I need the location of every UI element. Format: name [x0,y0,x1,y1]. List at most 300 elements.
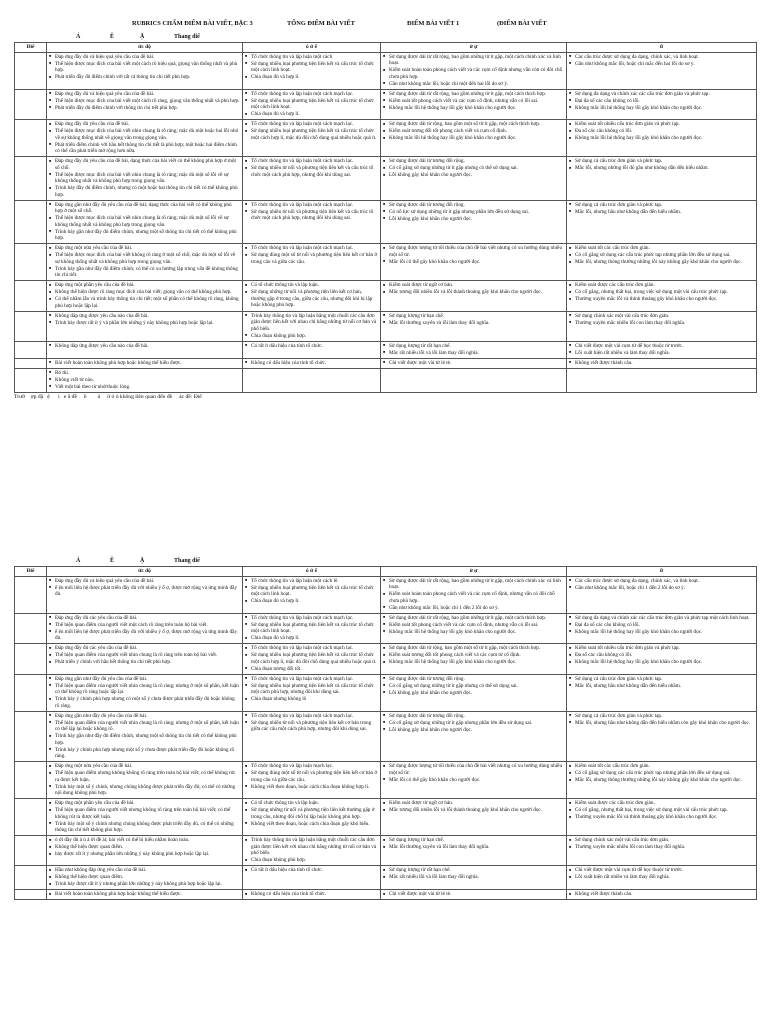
criterion-item: ■ Sử dụng được dải từ rất rộng, bao gồm những từ ít gặp, một cách thích hợp. [383,615,564,622]
organization-criteria-cell [243,120,381,157]
grammar-criteria-cell [567,711,757,762]
criterion-item: ■ Đáp ứng một nửa yêu cầu của đề bài. [49,763,240,770]
criterion-item: ■ Gần như không mắc lỗi, hoặc chỉ 1 đến 2 lỗi do sơ ý. [569,585,754,592]
criterion-item: ■ Sử dụng được dải từ tương đối rộng. [383,158,564,165]
criterion-item: ■ Lỗi không gây khó khăn cho người đọc. [383,172,564,179]
organization-criteria-cell [243,358,381,368]
score-cell [15,762,47,799]
criterion-item: ■ Kiểm soát tốt phong cách viết và các cụm cố định, nhưng vẫn có lỗi sai. [383,622,564,629]
criterion-item: ■ Phát triển đầy đủ điểm chính với thông tin chi tiết phù hợp. [49,105,240,112]
criterion-item: ■ Chỉ viết được một vài cụm từ dễ học thuộc từ trước. [569,343,754,350]
rubric-page-2 [14,558,756,900]
criterion-item: ■ Mắc lỗi thường xuyên và lỗi làm thay đổi nghĩa. [383,844,564,851]
criterion-item: ■ Thể hiện quan điểm của người viết nhìn chung là rõ ràng; nhưng ở một số phần, kết luận có thể không rõ ràng hoặc lặp lại. [49,683,240,696]
criterion-item: ■ Kiểm soát tương đối tốt phong cách viết và cụm cố định. [383,128,564,135]
column-header-vocabulary: ừ ự [381,567,567,577]
criterion-item: ■ Sử dụng đúng một số từ nối và phương tiện liên kết cơ bản ở trong câu và giữa các câu. [245,252,378,265]
criterion-item: ■ Chia đoạn đủ và hợp lí. [245,598,378,605]
vocabulary-criteria-cell [381,311,567,341]
grammar-criteria-cell [567,311,757,341]
score-cell [15,89,47,120]
rubric-table-2 [14,566,757,900]
criterion-item: ■ Có cố gắng sử dụng các cấu trúc phức tạp nhưng phần lớn đều sử dụng sai. [569,770,754,777]
criterion-item: ■ Đáp ứng một nửa yêu cầu của đề bài. [49,245,240,252]
task-criteria-cell [47,799,243,836]
criterion-item: ■ Kiểm soát được các cấu trúc đơn giản. [569,800,754,807]
organization-criteria-cell [243,89,381,120]
task-criteria-cell [47,157,243,201]
task-criteria-cell [47,311,243,341]
score-cell [15,200,47,244]
criterion-item: ■ Sử dụng cả cấu trúc đơn giản và phức tạp. [569,713,754,720]
criterion-item: ■ ó ới đầy đủ ả ủ ả ời đề ài; bài viết có thể bị hiểu nhầm hoàn toàn. [49,837,240,844]
score-cell [15,368,47,392]
organization-criteria-cell [243,576,381,613]
criterion-item: ■ Sử dụng được dải từ rộng, bao gồm một số từ ít gặp, một cách thích hợp. [383,645,564,652]
vocabulary-criteria-cell [381,281,567,312]
criterion-item: ■ Sử dụng được dải từ rất rộng, bao gồm những từ ít gặp, một cách chính xác và linh hoạt. [383,578,564,591]
criterion-item: ■ Không thể hiện được rõ ràng mục đích của bài viết; giọng văn có thể không phù hợp. [49,289,240,296]
criterion-item: ■ Kiểm soát tương đối tốt phong cách viết và các cụm từ cố định. [383,652,564,659]
column-header-organization: ô ứ ế [243,567,381,577]
criterion-item: ■ Sử dụng đa dạng và chính xác các cấu trúc đơn giản và phức tạp một cách linh hoạt. [569,615,754,622]
scale-header-char: Ặ [140,34,145,40]
rubric-row [15,711,757,762]
vocabulary-criteria-cell [381,836,567,866]
rubric-row [15,89,757,120]
criterion-item: ■ Đáp ứng gần như đầy đủ yêu cầu của đề bài. [49,676,240,683]
scale-header-char: Á [76,558,81,564]
criterion-item: ■ Sử dụng được dải từ rất rộng, bao gồm những từ ít gặp, một cách chính xác và linh hoạt. [383,54,564,67]
criterion-item: ■ Thể hiện quan điểm của người viết nhưng không rõ ràng trên toàn bộ bài viết; có thể không rút ra được kết luận. [49,807,240,820]
criterion-item: ■ Có cố gắng sử dụng những từ ít gặp nhưng phần lớn đều sử dụng sai. [383,720,564,727]
score-cell [15,341,47,358]
scale-header-char: Ê [110,34,115,40]
rubric-row [15,341,757,358]
organization-criteria-cell [243,644,381,675]
criterion-item: ■ Thể hiện được mục đích của bài viết nhìn chung là rõ ràng; mặc dù một số lỗi về sự không thống nhất và không phù hợp trong giọng văn. [49,172,240,185]
score-cell [15,644,47,675]
criterion-item: ■ Đại đa số các câu không có lỗi. [569,98,754,105]
criterion-item: ■ Tổ chức thông tin và lập luận một cách lô [245,578,378,585]
organization-criteria-cell [243,674,381,711]
organization-criteria-cell [243,368,381,392]
organization-criteria-cell [243,613,381,644]
criterion-item: ■ Đa số các câu không có lỗi. [569,128,754,135]
score-cell [15,244,47,281]
criterion-item: ■ Lỗi xuất hiện rất nhiều và làm thay đổi nghĩa. [569,874,754,881]
criterion-item: ■ Chia đoạn không phù hợp. [245,857,378,864]
criterion-item: ■ Thể hiện quan điểm của người viết nhìn chung là rõ ràng; nhưng ở một số phần, kết luận có thể lặp lại hoặc không rõ. [49,720,240,733]
column-header-grammar: ữ [567,43,757,53]
criterion-item: ■ ể ện mối liên hệ được phát triển đầy đủ với nhiều ý ổ ợ, được mở rộng và ứng minh đầy đủ. [49,585,240,598]
rubric-row [15,311,757,341]
criterion-item: ■ Không viết theo đoạn, hoặc cách chia đoạn gây khó hiểu. [245,821,378,828]
criterion-item: ■ Đáp ứng đầy đủ yêu cầu của đề bài. [49,121,240,128]
rubric-row [15,157,757,201]
criterion-item: ■ Đáp ứng gần như đầy đủ yêu cầu của đề bài. [49,713,240,720]
title-part-4: (ĐIỂM BÀI VIẾT [497,20,547,27]
criterion-item: ■ Tổ chức thông tin và lập luận mạch lạc. [245,763,378,770]
criterion-item: ■ Thường xuyên mắc lỗi và thỉnh thoảng gây khó khăn cho người đọc. [569,296,754,303]
vocabulary-criteria-cell [381,244,567,281]
grammar-criteria-cell [567,200,757,244]
score-cell [15,799,47,836]
criterion-item: ■ Thể hiện được mục đích của bài viết nhìn chung là rõ ràng; mặc dù một hoặc hai lỗi nhỏ về sự không thống nhất về giọng văn trong giọng văn. [49,128,240,141]
rubric-table-1 [14,42,757,393]
criterion-item: ■ Sử dụng chính xác một vài cấu trúc đơn giản. [569,837,754,844]
criterion-item: ■ Gần như không mắc lỗi, hoặc chỉ một đến hai lỗi do sơ ý. [383,81,564,88]
criterion-item: ■ Không mắc lỗi hệ thống hay lỗi gây khó khăn cho người đọc. [383,659,564,666]
criterion-item: ■ Kiểm soát tốt các cấu trúc đơn giản. [569,763,754,770]
criterion-item: ■ Tổ chức thông tin và lập luận một cách mạch lạc. [245,615,378,622]
rubric-row [15,613,757,644]
criterion-item: ■ Không thể hiện được quan điểm. [49,844,240,851]
criterion-item: ■ Sử dụng những từ nối và phương tiện liên kết thường gặp ở trong câu, nhưng đôi chỗ bị lặp hoặc không phù hợp. [245,807,378,820]
criterion-item: ■ Đáp ứng đầy đủ các yêu cầu của đề bài. [49,645,240,652]
criterion-item: ■ Chia đoạn không phù hợp. [245,333,378,340]
criterion-item: ■ Sử dụng được lượng từ tối thiểu của chủ đề bài viết nhưng có xu hướng dùng nhiều một số từ. [383,245,564,258]
task-criteria-cell [47,368,243,392]
vocabulary-criteria-cell [381,644,567,675]
organization-criteria-cell [243,281,381,312]
criterion-item: ■ Các cấu trúc được sử dụng đa dạng, chính xác, và linh hoạt. [569,578,754,585]
vocabulary-criteria-cell [381,341,567,358]
rubric-row [15,52,757,89]
criterion-item: ■ Sử dụng lượng từ rất hạn chế. [383,867,564,874]
rubric-row [15,200,757,244]
organization-criteria-cell [243,311,381,341]
criterion-item: ■ Có thể nhầm lẫn và trình bày thông tin chi tiết; một số phần có thể không rõ ràng, không phù hợp hoặc lặp lại. [49,296,240,309]
criterion-item: ■ Lỗi xuất hiện rất nhiều và làm thay đổi nghĩa. [569,350,754,357]
vocabulary-criteria-cell [381,866,567,890]
criterion-item: ■ Thể hiện được mục đích của bài viết nhìn chung là rõ ràng; mặc dù một số lỗi về sự không thống nhất và không phù hợp trong giọng văn. [49,215,240,228]
criterion-item: ■ Trình bày gần như đầy đủ điểm chính; có thể có xu hướng lặp trùng vấn đề không thông tin chi tiết. [49,266,240,279]
criterion-item: ■ Chỉ viết được một vài cụm từ dễ học thuộc từ trước. [569,867,754,874]
criterion-item: ■ Sử dụng nhiều loại phương tiện liên kết và cấu trúc tổ chức một cách linh hoạt. [245,622,378,635]
criterion-item: ■ Sử dụng nhiều từ nối và phương tiện liên kết và cấu trúc tổ chức một cách phù hợp, nhưng đôi khi dùng sai. [245,209,378,222]
criterion-item: ■ Sử dụng nhiều loại phương tiện liên kết và cấu trúc tổ chức một cách hợp lí, mặc dù đôi chỗ dùng quá nhiều hoặc quá ít. [245,128,378,141]
grammar-criteria-cell [567,576,757,613]
criterion-item: ■ Thể hiện quan điểm nhưng không không rõ ràng trên toàn bộ bài viết; có thể không rút ra được kết luận. [49,770,240,783]
task-criteria-cell [47,52,243,89]
criterion-item: ■ Mắc tương đối nhiều lỗi và lỗi thành thoảng gây khó khăn cho người đọc. [383,289,564,296]
grammar-criteria-cell [567,762,757,799]
scale-header-label: Thang điể [174,34,200,40]
criterion-item: ■ Kiểm soát tốt phong cách viết và các cụm cố định, nhưng vẫn có lỗi sai. [383,98,564,105]
criterion-item: ■ Thể hiện được mục đích của bài viết một cách rõ ràng, giọng văn thống nhất và phù hợp. [49,98,240,105]
criterion-item: ■ Không viết được thành câu. [569,360,754,367]
criterion-item: ■ Mắc rất nhiều lỗi và lỗi làm thay đổi nghĩa. [383,874,564,881]
rubric-row [15,281,757,312]
criterion-item: ■ Mắc lỗi, nhưng những lỗi đó gần như không dẫn đến hiểu nhầm. [569,165,754,172]
criterion-item: ■ Mắc lỗi thường xuyên và lỗi làm thay đổi nghĩa. [383,320,564,327]
criterion-item: ■ Sử dụng nhiều loại phương tiện liên kết và cấu trúc tổ chức một cách linh hoạt. [245,585,378,598]
score-cell [15,576,47,613]
column-header-organization: ô ứ ế [243,43,381,53]
criterion-item: ■ Kiểm soát tốt nhiều cấu trúc đơn giản và phức tạp. [569,121,754,128]
criterion-item: ■ Viết một bài theo từ nhớ/thuộc lòng. [49,384,240,391]
grammar-criteria-cell [567,674,757,711]
criterion-item: ■ Sử dụng nhiều từ nối và phương tiện liên kết và cấu trúc tổ chức một cách phù hợp, nhưng đôi khi dùng sai. [245,165,378,178]
task-criteria-cell [47,836,243,866]
grammar-criteria-cell [567,89,757,120]
criterion-item: ■ Đáp ứng đầy đủ và hiệu quả yêu cầu của đề bài. [49,91,240,98]
table-header-row [15,567,757,577]
criterion-item: ■ Có rất ít dấu hiệu của tính tổ chức. [245,867,378,874]
task-criteria-cell [47,120,243,157]
criterion-item: ■ Mắc rất nhiều lỗi và lỗi làm thay đổi nghĩa. [383,350,564,357]
criterion-item: ■ Không mắc lỗi hệ thống hay lỗi gây khó khăn cho người đọc. [383,135,564,142]
criterion-item: ■ Gần như không mắc lỗi, hoặc chỉ mắc đến hai lỗi do sơ ý. [569,61,754,68]
criterion-item: ■ Không viết được thành câu. [569,891,754,898]
criterion-item: ■ Sử dụng nhiều loại phương tiện liên kết và cấu trúc tổ chức một cách linh hoạt. [245,61,378,74]
table-header-row [15,43,757,53]
criterion-item: ■ Chia đoạn nhưng không lô [245,696,378,703]
criterion-item: ■ Sử dụng lượng từ hạn chế. [383,837,564,844]
criterion-item: ■ Kiểm soát tốt nhiều cấu trúc đơn giản và phức tạp. [569,645,754,652]
criterion-item: ■ Không mắc lỗi hệ thống hay lỗi gây khó khăn cho người đọc. [569,659,754,666]
criterion-item: ■ Sử dụng lượng từ rất hạn chế. [383,343,564,350]
criterion-item: ■ Chia đoạn đủ và hợp lí. [245,74,378,81]
task-criteria-cell [47,244,243,281]
criterion-item: ■ Chỉ viết được một vài từ lẻ tẻ. [383,360,564,367]
criterion-item: ■ Sử dụng những từ nối và phương tiện liên kết cơ bản, thường gặp ở trong câu, giữa các câu, nhưng đôi khi bị lặp hoặc không phù hợp. [245,289,378,309]
organization-criteria-cell [243,799,381,836]
criterion-item: ■ Có cố gắng, nhưng thất bại, trong việc sử dụng một vài cấu trúc phức tạp. [569,807,754,814]
vocabulary-criteria-cell [381,762,567,799]
grammar-criteria-cell [567,836,757,866]
criterion-item: ■ Thể hiện được mục đích của bài viết một cách rõ hiệu quả, giọng văn thống nhất và phù hợp. [49,61,240,74]
criterion-item: ■ Mắc lỗi có thể gây khó khăn cho người đọc. [383,777,564,784]
criterion-item: ■ Tổ chức thông tin và lập luận một cách mạch lạc. [245,91,378,98]
scale-header-char: Á [76,34,81,40]
criterion-item: ■ Trình bày ý chính phù hợp nhưng một số ý chưa được phát triển đầy đủ hoặc không rõ ràng. [49,747,240,760]
criterion-item: ■ Sử dụng lượng từ hạn chế. [383,313,564,320]
organization-criteria-cell [243,200,381,244]
criterion-item: ■ Trình bày gần như đầy đủ điểm chính, nhưng một số thông tin chi tiết có thể không phù hợp. [49,229,240,242]
criterion-item: ■ Chia đoạn tương đối tốt. [245,666,378,673]
criterion-item: ■ Trình bày đầy đủ điểm chính, nhưng có một hoặc hai thông tin chi tiết có thể không phù hợp. [49,185,240,198]
vocabulary-criteria-cell [381,711,567,762]
score-cell [15,890,47,900]
scale-header [14,34,756,42]
score-cell [15,674,47,711]
scale-header-char: Ê [110,558,115,564]
rubric-body-1 [15,52,757,392]
task-criteria-cell [47,762,243,799]
criterion-item: ■ Có cố gắng sử dụng các cấu trúc phức tạp nhưng phần lớn đều sử dụng sai. [569,252,754,259]
grammar-criteria-cell [567,52,757,89]
grammar-criteria-cell [567,244,757,281]
criterion-item: ■ Có tổ chức thông tin và lập luận. [245,282,378,289]
criterion-item: ■ Có cố gắng sử dụng những từ ít gặp nhưng có thể sử dụng sai. [383,683,564,690]
criterion-item: ■ Thể hiện quan điểm của người viết một cách rõ ràng trên toàn bộ bài viết. [49,622,240,629]
criterion-item: ■ Thường xuyên mắc nhiều lỗi con làm thay đổi nghĩa. [569,844,754,851]
vocabulary-criteria-cell [381,368,567,392]
grammar-criteria-cell [567,799,757,836]
criterion-item: ■ Đáp ứng một phần yêu cầu của đề bài. [49,800,240,807]
criterion-item: ■ Không có dấu hiệu của tính tổ chức. [245,891,378,898]
title-part-1: RUBRICS CHẤM ĐIỂM BÀI VIẾT, BẬC 3 [132,20,253,27]
grammar-criteria-cell [567,358,757,368]
score-cell [15,613,47,644]
criterion-item: ■ Kiểm soát được từ ngữ cơ bản. [383,282,564,289]
criterion-item: ■ Chỉ viết được một vài từ lẻ tẻ. [383,891,564,898]
organization-criteria-cell [243,866,381,890]
column-header-score: Điể [15,43,47,53]
criterion-item: ■ Bài viết hoàn toàn không phù hợp hoặc không thể hiểu được. [49,360,240,367]
criterion-item: ■ Bỏ thi. [49,370,240,377]
criterion-item: ■ Không thể hiện được quan điểm. [49,874,240,881]
criterion-item: ■ Thể hiện được mục đích của bài viết không rõ ràng ở một số chỗ; mặc dù một số lỗi về sự không thống nhất và không phù hợp trong giọng văn. [49,252,240,265]
task-criteria-cell [47,341,243,358]
vocabulary-criteria-cell [381,890,567,900]
grammar-criteria-cell [567,341,757,358]
criterion-item: ■ Đáp ứng đầy đủ yêu cầu của đề bài, dạng thức của bài viết có thể không phù hợp ở một số chỗ. [49,158,240,171]
criterion-item: ■ Đáp ứng gần như đầy đủ yêu cầu của đề bài; dạng thức của bài viết có thể không phù hợp ở một số chỗ. [49,202,240,215]
criterion-item: ■ Sử dụng nhiều loại phương tiện liên kết và cấu trúc tổ chức một cách hợp lí, mặc dù đôi chỗ dùng quá nhiều hoặc quá ít. [245,652,378,665]
organization-criteria-cell [243,762,381,799]
rubric-row [15,674,757,711]
organization-criteria-cell [243,244,381,281]
vocabulary-criteria-cell [381,89,567,120]
scale-header-char: Ặ [140,558,145,564]
criterion-item: ■ Các cấu trúc được sử dụng đa dạng, chính xác, và linh hoạt. [569,54,754,61]
rubric-row [15,120,757,157]
rubric-row [15,762,757,799]
criterion-item: ■ Lỗi không gây khó khăn cho người đọc. [383,216,564,223]
criterion-item: ■ Sử dụng cả cấu trúc đơn giản và phức tạp. [569,158,754,165]
criterion-item: ■ Không viết theo đoạn, hoặc cách chia đoạn không hợp lí. [245,784,378,791]
criterion-item: ■ Mắc lỗi, nhưng thông thường những lỗi này không gây khó khăn cho người đọc. [569,777,754,784]
criterion-item: ■ Có cố gắng, nhưng thất bại, trong việc sử dụng một vài cấu trúc phức tạp. [569,289,754,296]
vocabulary-criteria-cell [381,200,567,244]
criterion-item: ■ Có cố gắng sử dụng những từ ít gặp nhưng có thể sử dụng sai. [383,165,564,172]
criterion-item: ■ Sử dụng cả cấu trúc đơn giản và phức tạp. [569,676,754,683]
criterion-item: ■ Tổ chức thông tin và lập luận một cách mạch lạc. [245,158,378,165]
vocabulary-criteria-cell [381,613,567,644]
criterion-item: ■ Không mắc lỗi hệ thống hay lỗi gây khó khăn cho người đọc. [383,105,564,112]
criterion-item: ■ Sử dụng nhiều từ nối và phương tiện liên kết cơ bản trong giữa các câu một cách phù hợp, nhưng đôi khi dùng sai. [245,720,378,733]
task-criteria-cell [47,711,243,762]
score-cell [15,52,47,89]
task-criteria-cell [47,358,243,368]
criterion-item: ■ Sử dụng được dải từ rộng, bao gồm một số từ ít gặp, một cách thích hợp. [383,121,564,128]
vocabulary-criteria-cell [381,799,567,836]
criterion-item: ■ Mắc tương đối nhiều lỗi và lỗi thành thoảng gây khó khăn cho người đọc. [383,807,564,814]
criterion-item: ■ Không đáp ứng được yêu cầu nào của đề bài. [49,313,240,320]
rubric-row [15,644,757,675]
criterion-item: ■ Đáp ứng đầy đủ và hiệu quả yêu cầu của đề bài. [49,578,240,585]
criterion-item: ■ Tổ chức thông tin và lập luận một cách mạch lạc. [245,202,378,209]
grammar-criteria-cell [567,613,757,644]
task-criteria-cell [47,890,243,900]
criterion-item: ■ Kiểm soát hoàn toàn phong cách viết và các cụm cố định, nhưng vẫn có đôi chỗ chưa phù hợp. [383,591,564,604]
criterion-item: ■ Mắc lỗi, nhưng hầu như không dẫn đến hiểu nhầm. [569,209,754,216]
score-cell [15,358,47,368]
rubric-title [14,16,756,34]
criterion-item: ■ Không mắc lỗi hệ thống hay lỗi gây khó khăn cho người đọc. [569,105,754,112]
rubric-row [15,799,757,836]
criterion-item: ■ Sử dụng cả cấu trúc đơn giản và phức tạp. [569,202,754,209]
column-header-task: ức độ [47,43,243,53]
criterion-item: ■ Đa số các câu không có lỗi. [569,652,754,659]
task-criteria-cell [47,576,243,613]
criterion-item: ■ Trình bày được rất ít ý nhưng phần lớn những ý này không phù hợp hoặc lặp lại. [49,881,240,888]
rubric-row [15,368,757,392]
criterion-item: ■ Trình bày một số ý chính nhưng chúng không được phát triển đầy đủ, có thể có những thông tin chi tiết không phù hợp. [49,821,240,834]
criterion-item: ■ Sử dụng nhiều loại phương tiện liên kết và cấu trúc tổ chức một cách linh hoạt. [245,98,378,111]
criterion-item: ■ Không có dấu hiệu của tính tổ chức. [245,360,378,367]
criterion-item: ■ Kiểm soát tốt các cấu trúc đơn giản. [569,245,754,252]
criterion-item: ■ Thường xuyên mắc lỗi và thỉnh thoảng gây khó khăn cho người đọc. [569,814,754,821]
rubric-row [15,358,757,368]
rubric-body-2 [15,576,757,900]
criterion-item: ■ Không viết từ nào. [49,377,240,384]
grammar-criteria-cell [567,368,757,392]
score-cell [15,711,47,762]
criterion-item: ■ Sử dụng được dải từ tương đối rộng. [383,713,564,720]
criterion-item: ■ Hầu như không đáp ứng yêu cầu của đề bài. [49,867,240,874]
criterion-item: ■ Đại đa số các câu không có lỗi. [569,622,754,629]
column-header-vocabulary: ừ ự [381,43,567,53]
criterion-item: ■ Mắc lỗi, nhưng hầu như không dẫn đến hiểu nhầm còn gây khó khăn cho người đọc. [569,720,754,727]
criterion-item: ■ Sử dụng chính xác một vài cấu trúc đơn giản. [569,313,754,320]
score-cell [15,311,47,341]
criterion-item: ■ Trình bày thông tin và lập luận bằng một chuỗi các câu đơn giản được liên kết với nhau chỉ bằng những từ nối cơ bản và phổ biến. [245,313,378,333]
score-cell [15,836,47,866]
grammar-criteria-cell [567,644,757,675]
scale-header-label: Thang điể [174,558,200,564]
criterion-item: ■ Có tổ chức thông tin và lập luận. [245,800,378,807]
criterion-item: ■ Phát triển điểm chính với hầu hết thông tin chi tiết là phù hợp; một hoặc hai điểm chính có thể cần phát triển mở rộng hơn nữa. [49,142,240,155]
criterion-item: ■ Mắc lỗi có thể gây khó khăn cho người đọc. [383,259,564,266]
criterion-item: ■ Bài viết hoàn toàn không phù hợp hoặc không thể hiểu được. [49,891,240,898]
vocabulary-criteria-cell [381,52,567,89]
task-criteria-cell [47,613,243,644]
criterion-item: ■ Không mắc lỗi hệ thống hay lỗi gây khó khăn cho người đọc. [569,629,754,636]
criterion-item: ■ Không mắc lỗi hệ thống hay lỗi gây khó khăn cho người đọc. [383,629,564,636]
criterion-item: ■ Sử dụng được dải từ tương đối rộng. [383,676,564,683]
criterion-item: ■ Có rất ít dấu hiệu của tính tổ chức. [245,343,378,350]
vocabulary-criteria-cell [381,674,567,711]
score-cell [15,281,47,312]
criterion-item: ■ Trình bày được rất ít ý và phần lớn những ý này không phù hợp hoặc lặp lại. [49,320,240,327]
rubric-row [15,576,757,613]
criterion-item: ■ Kiểm soát được các cấu trúc đơn giản. [569,282,754,289]
criterion-item: ■ Sử dụng được dải từ tương đối rộng. [383,202,564,209]
task-criteria-cell [47,200,243,244]
criterion-item: ■ Sử dụng đa dạng và chính xác các cấu trúc đơn giản và phức tạp. [569,91,754,98]
task-criteria-cell [47,644,243,675]
criterion-item: ■ Phát triển ý chính với hầu hết thông tin chi tiết phù hợp. [49,659,240,666]
criterion-item: ■ Đáp ứng đầy đủ các yêu cầu của đề bài. [49,615,240,622]
task-criteria-cell [47,89,243,120]
criterion-item: ■ Tổ chức thông tin và lập luận một cách mạch lạc. [245,645,378,652]
criterion-item: ■ Phát triển đầy đủ điểm chính với tất cả thông tin chi tiết phù hợp. [49,74,240,81]
rubric-row [15,836,757,866]
column-header-score: Điể [15,567,47,577]
criterion-item: ■ Chia đoạn đủ và hợp lí. [245,635,378,642]
criterion-item: ■ Đáp ứng đầy đủ và hiệu quả yêu cầu của đề bài. [49,54,240,61]
vocabulary-criteria-cell [381,576,567,613]
rubric-row [15,890,757,900]
grammar-criteria-cell [567,281,757,312]
rubric-page-1 [14,16,756,401]
criterion-item: ■ Có nỗ lực sử dụng những từ ít gặp nhưng phần lớn đều sử dụng sai. [383,209,564,216]
criterion-item: ■ Trình bày thông tin và lập luận bằng một chuỗi các câu đơn giản được liên kết với nhau chỉ bằng những từ nối cơ bản và phổ biến. [245,837,378,857]
